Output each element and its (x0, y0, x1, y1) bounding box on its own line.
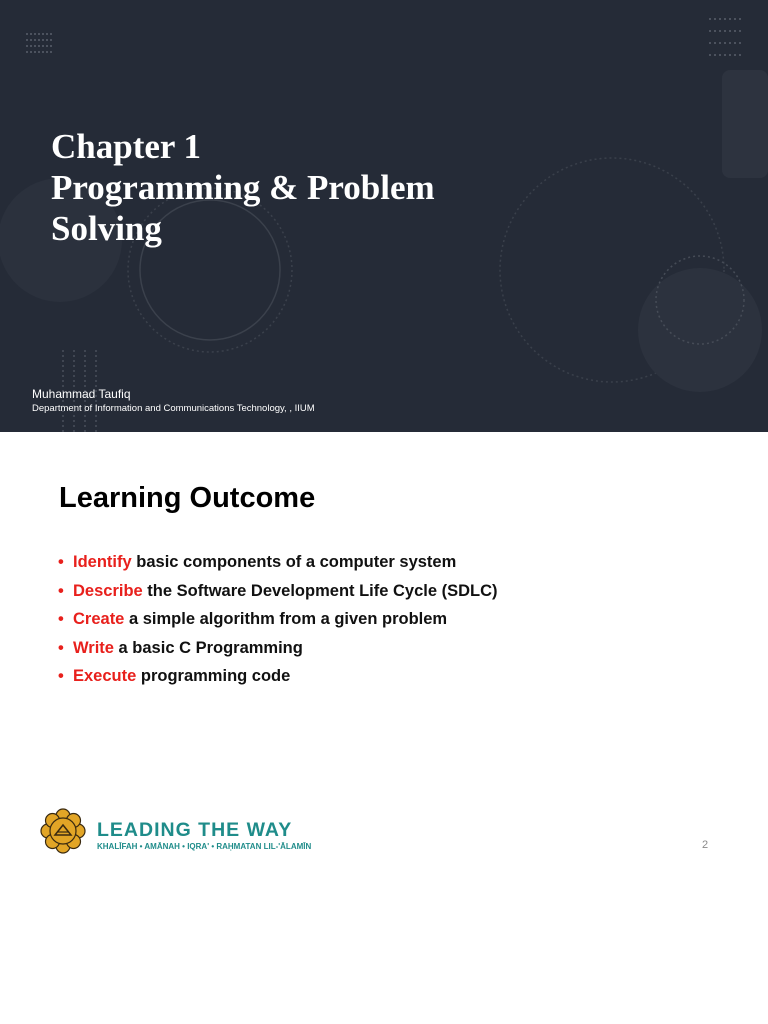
outcome-text: the Software Development Life Cycle (SDLC) (142, 581, 498, 600)
list-item (58, 662, 498, 691)
title-line: Solving (51, 209, 162, 248)
outcome-list (58, 548, 498, 691)
outcome-verb: Identify (73, 553, 132, 571)
motto-subtagline: KHALĪFAH • AMĀNAH • IQRA' • RAḤMATAN LIL-'ĀLAMĪN (97, 842, 312, 851)
leading-the-way-tagline: LEADING THE WAY (97, 819, 293, 841)
title-line: Chapter 1 (51, 127, 202, 166)
bullet-icon: • (58, 667, 64, 685)
outcome-verb: Describe (73, 581, 143, 600)
outcome-verb: Write (73, 638, 114, 657)
bullet-icon: • (58, 553, 64, 571)
title-slide (0, 0, 768, 432)
bullet-icon: • (58, 638, 64, 657)
department-name: Department of Information and Communications Technology, , IIUM (32, 403, 315, 414)
author-name: Muhammad Taufiq (32, 387, 131, 401)
title-line: Programming & Problem (51, 168, 435, 207)
list-item (58, 634, 498, 663)
list-item (58, 548, 498, 577)
outcome-text: programming code (136, 667, 291, 685)
iium-emblem-icon (38, 806, 88, 856)
list-item (58, 577, 498, 606)
page-number: 2 (702, 839, 709, 851)
chapter-title (51, 126, 435, 249)
learning-outcome-heading: Learning Outcome (59, 482, 316, 514)
bullet-icon: • (58, 610, 64, 628)
outcome-text: a basic C Programming (113, 638, 303, 657)
outcome-verb: Create (73, 610, 125, 628)
bullet-icon: • (58, 581, 64, 600)
outcome-verb: Execute (73, 667, 137, 685)
list-item (58, 605, 498, 634)
outcome-text: basic components of a computer system (131, 553, 457, 571)
outcome-text: a simple algorithm from a given problem (124, 610, 448, 628)
